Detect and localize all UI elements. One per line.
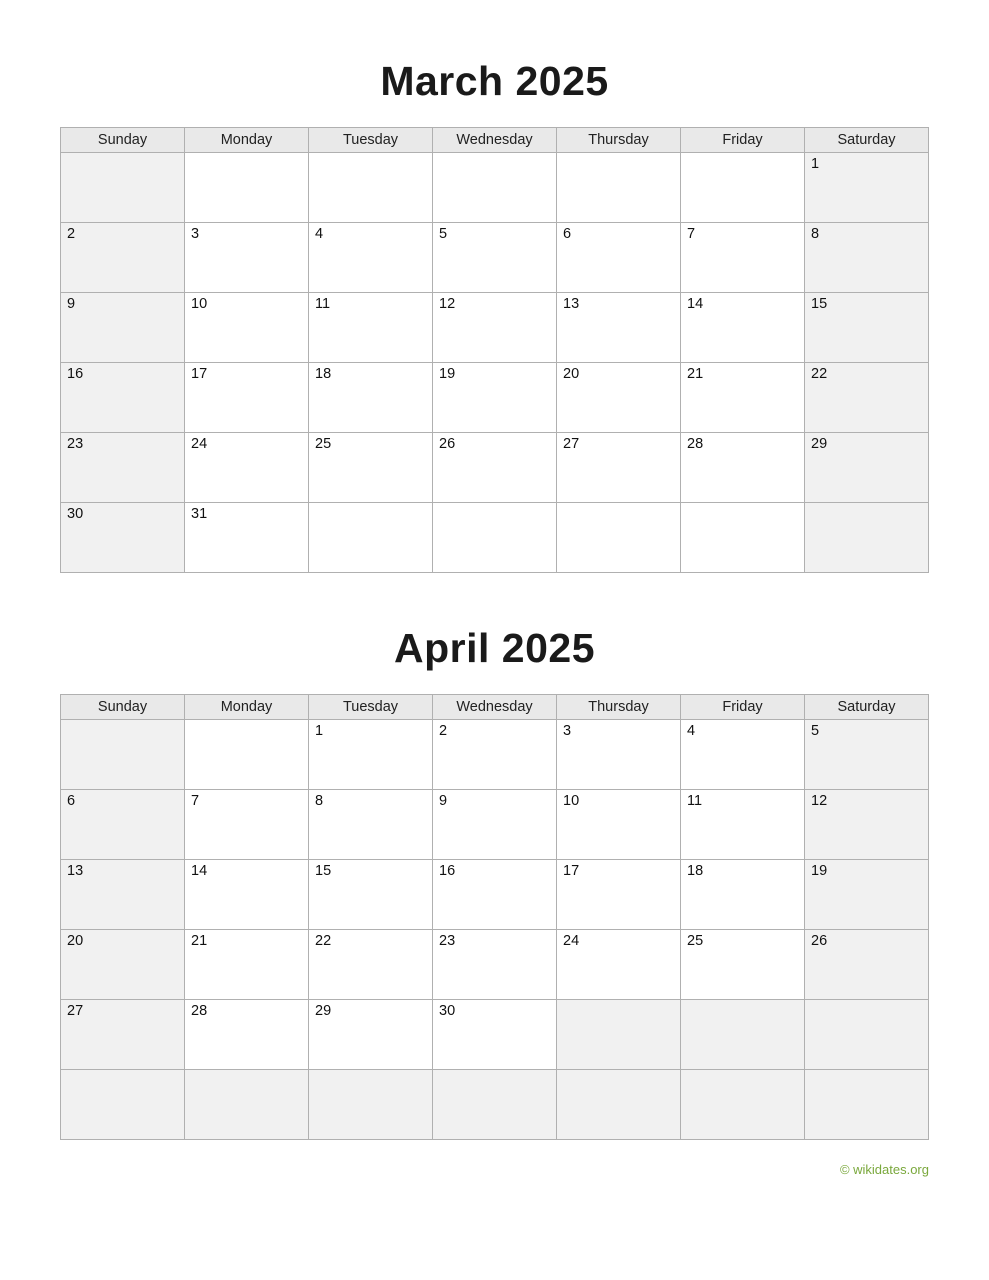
calendar-week-row bbox=[61, 930, 929, 1000]
day-cell[interactable]: 19 bbox=[433, 363, 557, 433]
day-cell[interactable]: 15 bbox=[805, 293, 929, 363]
day-cell[interactable] bbox=[805, 503, 929, 573]
weekday-header-row bbox=[61, 695, 929, 720]
weekday-header-sunday: Sunday bbox=[61, 695, 185, 720]
weekday-header-friday: Friday bbox=[681, 128, 805, 153]
day-cell[interactable]: 26 bbox=[433, 433, 557, 503]
day-cell[interactable]: 14 bbox=[185, 860, 309, 930]
day-cell[interactable]: 27 bbox=[557, 433, 681, 503]
calendar-week-row bbox=[61, 720, 929, 790]
weekday-header-saturday: Saturday bbox=[805, 695, 929, 720]
weekday-header-sunday: Sunday bbox=[61, 128, 185, 153]
day-cell[interactable]: 12 bbox=[433, 293, 557, 363]
day-cell[interactable]: 29 bbox=[309, 1000, 433, 1070]
day-cell[interactable]: 9 bbox=[433, 790, 557, 860]
day-cell[interactable]: 17 bbox=[557, 860, 681, 930]
day-cell-empty bbox=[681, 1070, 805, 1140]
day-cell[interactable] bbox=[185, 720, 309, 790]
weekday-header-monday: Monday bbox=[185, 128, 309, 153]
day-cell[interactable]: 24 bbox=[557, 930, 681, 1000]
day-cell[interactable]: 11 bbox=[681, 790, 805, 860]
day-cell[interactable]: 26 bbox=[805, 930, 929, 1000]
day-cell[interactable] bbox=[185, 153, 309, 223]
day-cell[interactable]: 13 bbox=[61, 860, 185, 930]
day-cell[interactable]: 7 bbox=[185, 790, 309, 860]
weekday-header-friday: Friday bbox=[681, 695, 805, 720]
day-cell[interactable]: 29 bbox=[805, 433, 929, 503]
calendar-week-row bbox=[61, 790, 929, 860]
day-cell[interactable]: 23 bbox=[433, 930, 557, 1000]
day-cell[interactable] bbox=[61, 153, 185, 223]
day-cell-empty bbox=[185, 1070, 309, 1140]
day-cell[interactable] bbox=[681, 503, 805, 573]
day-cell[interactable]: 25 bbox=[681, 930, 805, 1000]
day-cell[interactable]: 28 bbox=[185, 1000, 309, 1070]
day-cell[interactable]: 4 bbox=[309, 223, 433, 293]
day-cell[interactable]: 3 bbox=[185, 223, 309, 293]
weekday-header-monday: Monday bbox=[185, 695, 309, 720]
day-cell[interactable]: 2 bbox=[61, 223, 185, 293]
weekday-header-tuesday: Tuesday bbox=[309, 695, 433, 720]
day-cell[interactable] bbox=[681, 153, 805, 223]
day-cell[interactable]: 6 bbox=[557, 223, 681, 293]
day-cell-empty bbox=[557, 1000, 681, 1070]
day-cell[interactable]: 10 bbox=[557, 790, 681, 860]
day-cell[interactable]: 10 bbox=[185, 293, 309, 363]
weekday-header-saturday: Saturday bbox=[805, 128, 929, 153]
weekday-header-tuesday: Tuesday bbox=[309, 128, 433, 153]
day-cell[interactable]: 25 bbox=[309, 433, 433, 503]
day-cell[interactable] bbox=[309, 503, 433, 573]
day-cell-empty bbox=[433, 1070, 557, 1140]
calendar-table-march bbox=[60, 127, 929, 573]
calendar-week-row bbox=[61, 503, 929, 573]
day-cell[interactable]: 1 bbox=[805, 153, 929, 223]
calendar-week-row bbox=[61, 1000, 929, 1070]
day-cell[interactable]: 13 bbox=[557, 293, 681, 363]
day-cell[interactable]: 7 bbox=[681, 223, 805, 293]
day-cell[interactable] bbox=[61, 720, 185, 790]
day-cell-empty bbox=[805, 1070, 929, 1140]
weekday-header-thursday: Thursday bbox=[557, 128, 681, 153]
day-cell[interactable]: 24 bbox=[185, 433, 309, 503]
day-cell-empty bbox=[681, 1000, 805, 1070]
calendar-table-april bbox=[60, 694, 929, 1140]
day-cell[interactable]: 3 bbox=[557, 720, 681, 790]
day-cell-empty bbox=[557, 1070, 681, 1140]
day-cell[interactable] bbox=[433, 503, 557, 573]
month-block-april bbox=[60, 573, 929, 1140]
day-cell[interactable] bbox=[557, 503, 681, 573]
day-cell[interactable]: 31 bbox=[185, 503, 309, 573]
day-cell-empty bbox=[309, 1070, 433, 1140]
day-cell-empty bbox=[61, 1070, 185, 1140]
weekday-header-wednesday: Wednesday bbox=[433, 695, 557, 720]
day-cell[interactable]: 16 bbox=[433, 860, 557, 930]
month-title-april: April 2025 bbox=[394, 625, 595, 671]
day-cell[interactable]: 19 bbox=[805, 860, 929, 930]
day-cell[interactable]: 27 bbox=[61, 1000, 185, 1070]
day-cell[interactable]: 5 bbox=[805, 720, 929, 790]
day-cell[interactable] bbox=[557, 153, 681, 223]
day-cell[interactable]: 4 bbox=[681, 720, 805, 790]
day-cell[interactable]: 12 bbox=[805, 790, 929, 860]
day-cell[interactable]: 20 bbox=[61, 930, 185, 1000]
day-cell[interactable] bbox=[433, 153, 557, 223]
day-cell[interactable]: 9 bbox=[61, 293, 185, 363]
day-cell[interactable]: 22 bbox=[805, 363, 929, 433]
footer bbox=[60, 1140, 929, 1177]
calendar-week-row bbox=[61, 433, 929, 503]
day-cell[interactable]: 23 bbox=[61, 433, 185, 503]
day-cell[interactable]: 8 bbox=[805, 223, 929, 293]
day-cell[interactable]: 28 bbox=[681, 433, 805, 503]
day-cell[interactable]: 17 bbox=[185, 363, 309, 433]
weekday-header-wednesday: Wednesday bbox=[433, 128, 557, 153]
calendar-week-row bbox=[61, 860, 929, 930]
day-cell[interactable]: 6 bbox=[61, 790, 185, 860]
day-cell[interactable]: 1 bbox=[309, 720, 433, 790]
day-cell[interactable] bbox=[309, 153, 433, 223]
calendar-week-row bbox=[61, 293, 929, 363]
day-cell[interactable]: 11 bbox=[309, 293, 433, 363]
day-cell[interactable]: 18 bbox=[681, 860, 805, 930]
day-cell[interactable]: 14 bbox=[681, 293, 805, 363]
day-cell[interactable]: 20 bbox=[557, 363, 681, 433]
calendar-week-row bbox=[61, 223, 929, 293]
month-block-march bbox=[60, 0, 929, 573]
day-cell[interactable]: 15 bbox=[309, 860, 433, 930]
day-cell[interactable]: 21 bbox=[185, 930, 309, 1000]
month-title-march: March 2025 bbox=[380, 58, 609, 104]
calendar-week-row bbox=[61, 363, 929, 433]
day-cell[interactable]: 16 bbox=[61, 363, 185, 433]
day-cell[interactable]: 18 bbox=[309, 363, 433, 433]
day-cell[interactable]: 22 bbox=[309, 930, 433, 1000]
day-cell[interactable]: 30 bbox=[61, 503, 185, 573]
weekday-header-row bbox=[61, 128, 929, 153]
day-cell[interactable]: 5 bbox=[433, 223, 557, 293]
calendar-week-row bbox=[61, 1070, 929, 1140]
day-cell[interactable]: 2 bbox=[433, 720, 557, 790]
weekday-header-thursday: Thursday bbox=[557, 695, 681, 720]
calendar-week-row bbox=[61, 153, 929, 223]
day-cell[interactable]: 30 bbox=[433, 1000, 557, 1070]
day-cell[interactable]: 21 bbox=[681, 363, 805, 433]
day-cell-empty bbox=[805, 1000, 929, 1070]
day-cell[interactable]: 8 bbox=[309, 790, 433, 860]
site-credit[interactable]: © wikidates.org bbox=[839, 1162, 929, 1177]
